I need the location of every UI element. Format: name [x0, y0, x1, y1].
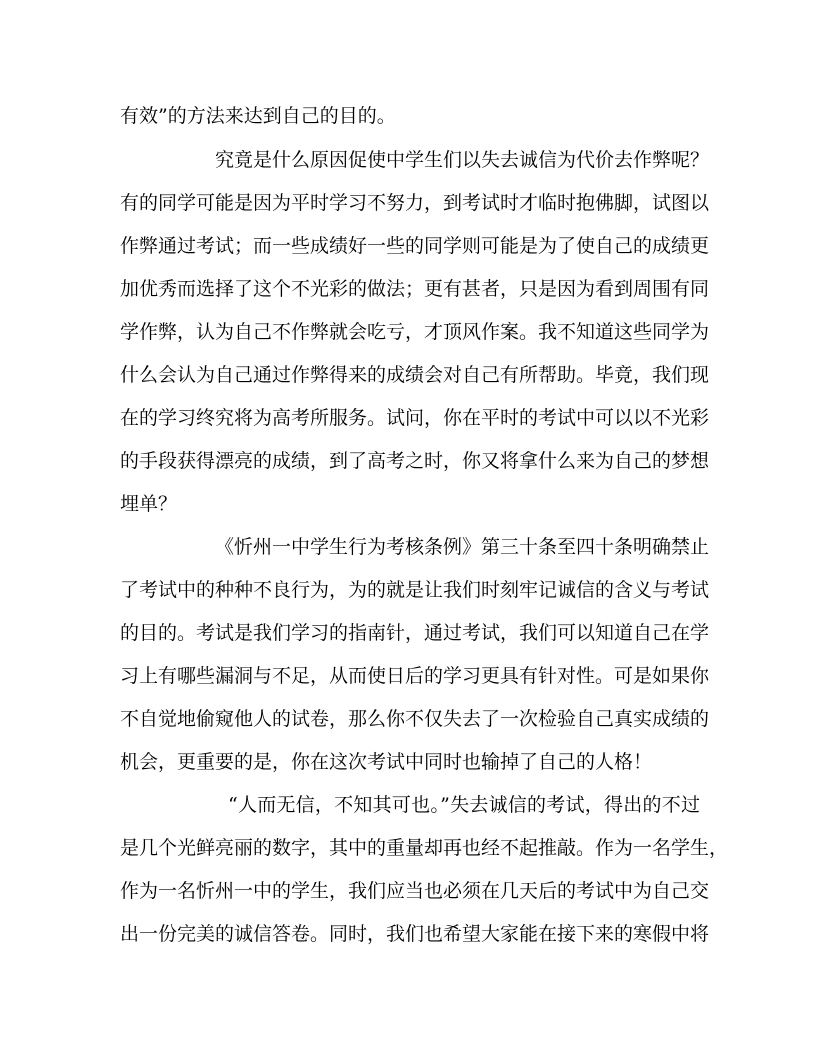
paragraph-line: 有效”的方法来达到自己的目的。 — [120, 105, 396, 127]
paragraph-line: 究竟是什么原因促使中学生们以失去诚信为代价去作弊呢？ — [215, 149, 710, 171]
paragraph-line: 作为一名忻州一中的学生，我们应当也必须在几天后的考试中为自己交 — [120, 880, 710, 902]
paragraph-line: 埋单？ — [120, 493, 178, 515]
paragraph-line: 《忻州一中学生行为考核条例》第三十条至四十条明确禁止 — [215, 536, 710, 558]
paragraph-line: 学作弊，认为自己不作弊就会吃亏，才顶风作案。我不知道这些同学为 — [120, 321, 710, 343]
paragraph-line: 作弊通过考试；而一些成绩好一些的同学则可能是为了使自己的成绩更 — [120, 235, 710, 257]
paragraph-line: 有的同学可能是因为平时学习不努力，到考试时才临时抱佛脚，试图以 — [120, 192, 710, 214]
paragraph-line: 的目的。考试是我们学习的指南针，通过考试，我们可以知道自己在学 — [120, 622, 710, 644]
paragraph-line: “人而无信，不知其可也。”失去诚信的考试，得出的不过 — [228, 794, 700, 816]
paragraph-line: 了考试中的种种不良行为，为的就是让我们时刻牢记诚信的含义与考试 — [120, 579, 710, 601]
paragraph-line: 什么会认为自己通过作弊得来的成绩会对自己有所帮助。毕竟，我们现 — [120, 364, 710, 386]
paragraph-line: 加优秀而选择了这个不光彩的做法；更有甚者，只是因为看到周围有同 — [120, 278, 710, 300]
paragraph-line: 在的学习终究将为高考所服务。试问，你在平时的考试中可以以不光彩 — [120, 407, 710, 429]
paragraph-line: 机会，更重要的是，你在这次考试中同时也输掉了自己的人格！ — [120, 751, 653, 773]
paragraph-line: 是几个光鲜亮丽的数字，其中的重量却再也经不起推敲。作为一名学生， — [120, 837, 729, 859]
paragraph-line: 不自觉地偷窥他人的试卷，那么你不仅失去了一次检验自己真实成绩的 — [120, 708, 710, 730]
paragraph-line: 的手段获得漂亮的成绩，到了高考之时，你又将拿什么来为自己的梦想 — [120, 450, 710, 472]
paragraph-line: 出一份完美的诚信答卷。同时，我们也希望大家能在接下来的寒假中将 — [120, 923, 710, 945]
paragraph-line: 习上有哪些漏洞与不足，从而使日后的学习更具有针对性。可是如果你 — [120, 665, 710, 687]
